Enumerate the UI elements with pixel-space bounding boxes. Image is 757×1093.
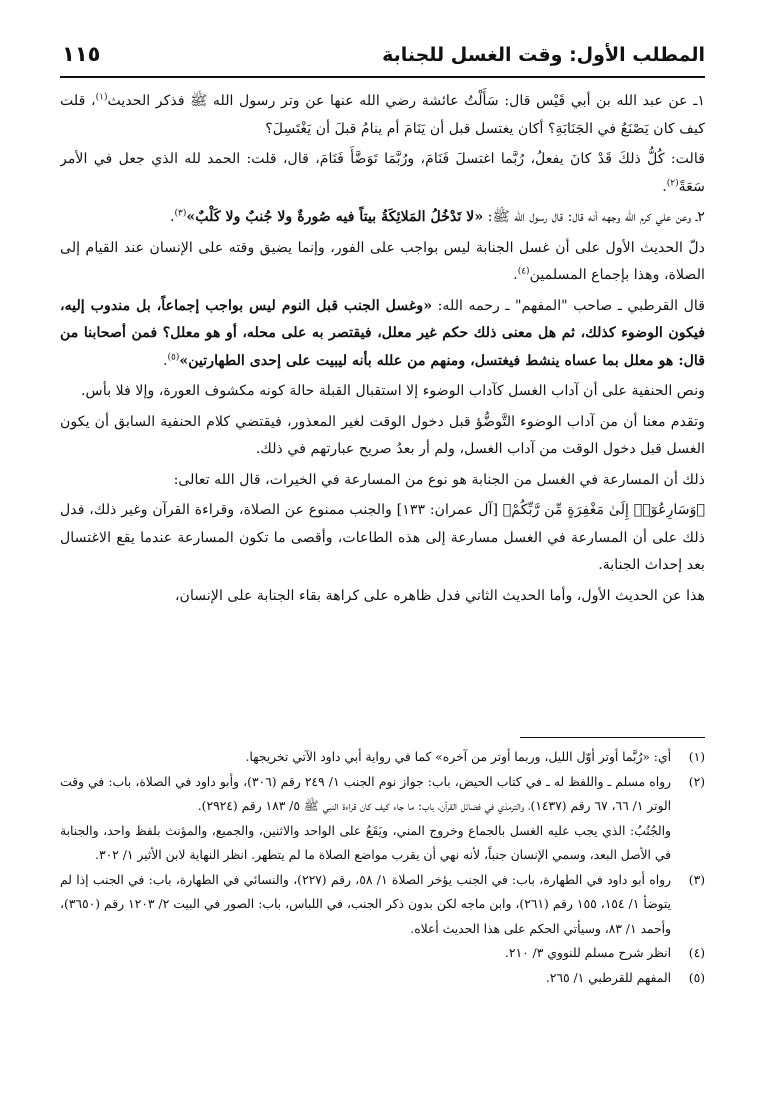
paragraph-5: قال القرطبي ـ صاحب "المفهم" ـ رحمه الله: «وغسل الجنب قبل النوم ليس بواجب إجماعاً، بل مندوب إليه، فيكون الوضوء كذلك، ثم هل معنى ذلك حكم غير معلل، فيقتصر به على محله، أو هو معلل؟ فمن أصحابنا من قال: هو معلل بما عساه ينشط فيغتسل، ومنهم من علله بأنه ليبيت على إحدى الطهارتين»$^{(٥)}$. <box>60 297 705 369</box>
paragraph-8: ذلك أن المسارعة في الغسل من الجنابة هو نوع من المسارعة في الخيرات، قال الله تعالى: <box>173 471 705 488</box>
footnote-text: المفهم للقرطبي ١/ ٢٦٥. <box>545 970 671 985</box>
footnote-ref-2[interactable]: (٢) <box>666 177 679 188</box>
footnote-2-continuation: والجُنُبُ: الذي يجب عليه الغسل بالجماع وخروج المني، ويَقَعُ على الواحد والاثنين، والجميع، والمؤنث بلفظ واحد، والجنابة في الأصل البعد، وسمي الإنسان جنباً، لأنه نهي أن يقرب مواضع الصلاة ما لم يتطهر. انظر النهاية لابن الأثير ١/ ٣٠٢. <box>60 823 671 862</box>
paragraph-3: ٢ـ وعن علي كرم الله وجهه أنه قال: قال رسول الله ﷺ: «لا تَدْخُلُ المَلائِكَةُ بيتاً فيه صُورةٌ ولا جُنبٌ ولا كَلْبٌ»$^{(٣)}$. <box>169 208 705 225</box>
paragraph-10: هذا عن الحديث الأول، وأما الحديث الثاني فدل ظاهره على كراهة بقاء الجنابة على الإنسان، <box>174 587 705 604</box>
footnote-separator <box>520 737 705 738</box>
paragraph-7: وتقدم معنا أن من آداب الوضوء التَّوضُّؤ قبل دخول الوقت لغير المعذور، فيقتضي كلام الحنفية السابق أن يكون الغسل قبل دخول الوقت من آداب الغسل، ولم أر بعدُ صريح عبارتهم في ذلك. <box>60 413 705 457</box>
footnote-ref-4[interactable]: (٤) <box>517 266 530 277</box>
quran-verse: ﴿وَسَارِعُوٓا۟ إِلَىٰ مَغْفِرَةٍ مِّن رَّبِّكُمْ﴾ <box>502 502 705 518</box>
header-rule <box>60 76 705 78</box>
footnote-3 <box>60 868 705 942</box>
footnote-number: (٢) <box>688 774 705 789</box>
section-title: المطلب الأول: وقت الغسل للجنابة <box>382 44 705 66</box>
hadith-quote: «لا تَدْخُلُ المَلائِكَةُ بيتاً فيه صُورةٌ ولا جُنبٌ ولا كَلْبٌ» <box>186 209 484 225</box>
footnote-ref-3[interactable]: (٣) <box>174 208 187 219</box>
footnote-text: رواه أبو داود في الطهارة، باب: في الجنب يؤخر الصلاة ١/ ٥٨، رقم (٢٢٧)، والنسائي في الطهارة، باب: في الجنب إذا لم يتوضأ ١/ ١٥٤، ١٥٥ رقم (٢٦١)، وابن ماجه لكن بدون ذكر الجنب، في اللباس، باب: الصور في البيت ٢/ ١٢٠٣ رقم (٣٦٥٠)، وأحمد ١/ ٨٣، وسيأتي الحكم على هذا الحديث أعلاه. <box>60 872 672 936</box>
running-header <box>60 38 705 78</box>
footnotes <box>60 745 705 1085</box>
footnote-text: أي: «رُبَّما أوتر أوّل الليل، وربما أوتر من آخره» كما في رواية أبي داود الآتي تخريجها. <box>245 750 671 764</box>
footnote-1 <box>60 745 705 770</box>
footnote-number: (٥) <box>688 970 705 985</box>
paragraph-4: دلّ الحديث الأول على أن غسل الجنابة ليس بواجب على الفور، وإنما يضيق وقته على الإنسان عند القيام إلى الصلاة، وهذا بإجماع المسلمين$^{(٤)}$. <box>60 239 705 283</box>
paragraph-2: قالت: كُلُّ ذلكَ قَدْ كانَ يفعلُ، رُبَّما اغتسلَ فَنَامَ، ورُبَّمَا تَوَضَّأَ فَنَامَ، قال، قلت: الحمد لله الذي جعل في الأمر سَعَةً$^{(٢)}$. <box>60 151 705 195</box>
footnote-number: (١) <box>688 750 705 764</box>
paragraph-9: ﴿وَسَارِعُوٓا۟ إِلَىٰ مَغْفِرَةٍ مِّن رَّبِّكُمْ﴾ [آل عمران: ١٣٣] والجنب ممنوع عن الصلاة، وقراءة القرآن وغير ذلك، فدل ذلك على أن المسارعة في الغسل مسارعة إلى هذه الطاعات، وأقصى ما تكون المسارعة عندما يقع الاغتسال بعد إحداث الجنابة. <box>60 502 705 573</box>
paragraph-1: ١ـ عن عبد الله بن أبي قَيْس قال: سَأَلْتُ عائشة رضي الله عنها عن وتر رسول الله ﷺ فذكر الحديث$^{(١)}$، قلت كيف كان يَصْنَعُ في الجَنَابَةِ؟ أكان يغتسل قبل أن يَنَامَ أم ينامُ قبلَ أن يَغْتَسِلَ؟ <box>60 92 705 137</box>
page-number: ١١٥ <box>62 42 101 66</box>
footnote-5 <box>60 966 705 991</box>
main-text <box>60 88 705 728</box>
paragraph-6: ونص الحنفية على أن آداب الغسل كآداب الوضوء إلا استقبال القبلة حالة كونه مكشوف العورة، وإلا فلا بأس. <box>81 383 705 399</box>
footnote-number: (٣) <box>688 872 705 887</box>
footnote-2 <box>60 770 705 819</box>
footnote-ref-5[interactable]: (٥) <box>167 351 180 362</box>
footnote-4 <box>60 941 705 966</box>
footnote-ref-1[interactable]: (١) <box>95 92 108 103</box>
footnote-text: انظر شرح مسلم للنووي ٣/ ٢١٠. <box>504 946 671 960</box>
footnote-text: رواه مسلم ـ واللفظ له ـ في كتاب الحيض، باب: جواز نوم الجنب ١/ ٢٤٩ رقم (٣٠٦)، وأبو داود في الصلاة، باب: في وقت الوتر ١/ ٦٦، ٦٧ رقم (١٤٣٧)، والترمذي في فضائل القرآن، باب: ما جاء كيف كان قراءة النبي ﷺ ٥/ ١٨٣ رقم (٢٩٢٤). <box>60 774 671 813</box>
footnote-number: (٤) <box>688 946 705 960</box>
qurtubi-quote: «وغسل الجنب قبل النوم ليس بواجب إجماعاً، بل مندوب إليه، فيكون الوضوء كذلك، ثم هل معنى ذلك حكم غير معلل، فيقتصر به على محله، أو هو معلل؟ فمن أصحابنا من قال: هو معلل بما عساه ينشط فيغتسل، ومنهم من علله بأنه ليبيت على إحدى الطهارتين» <box>60 297 705 369</box>
